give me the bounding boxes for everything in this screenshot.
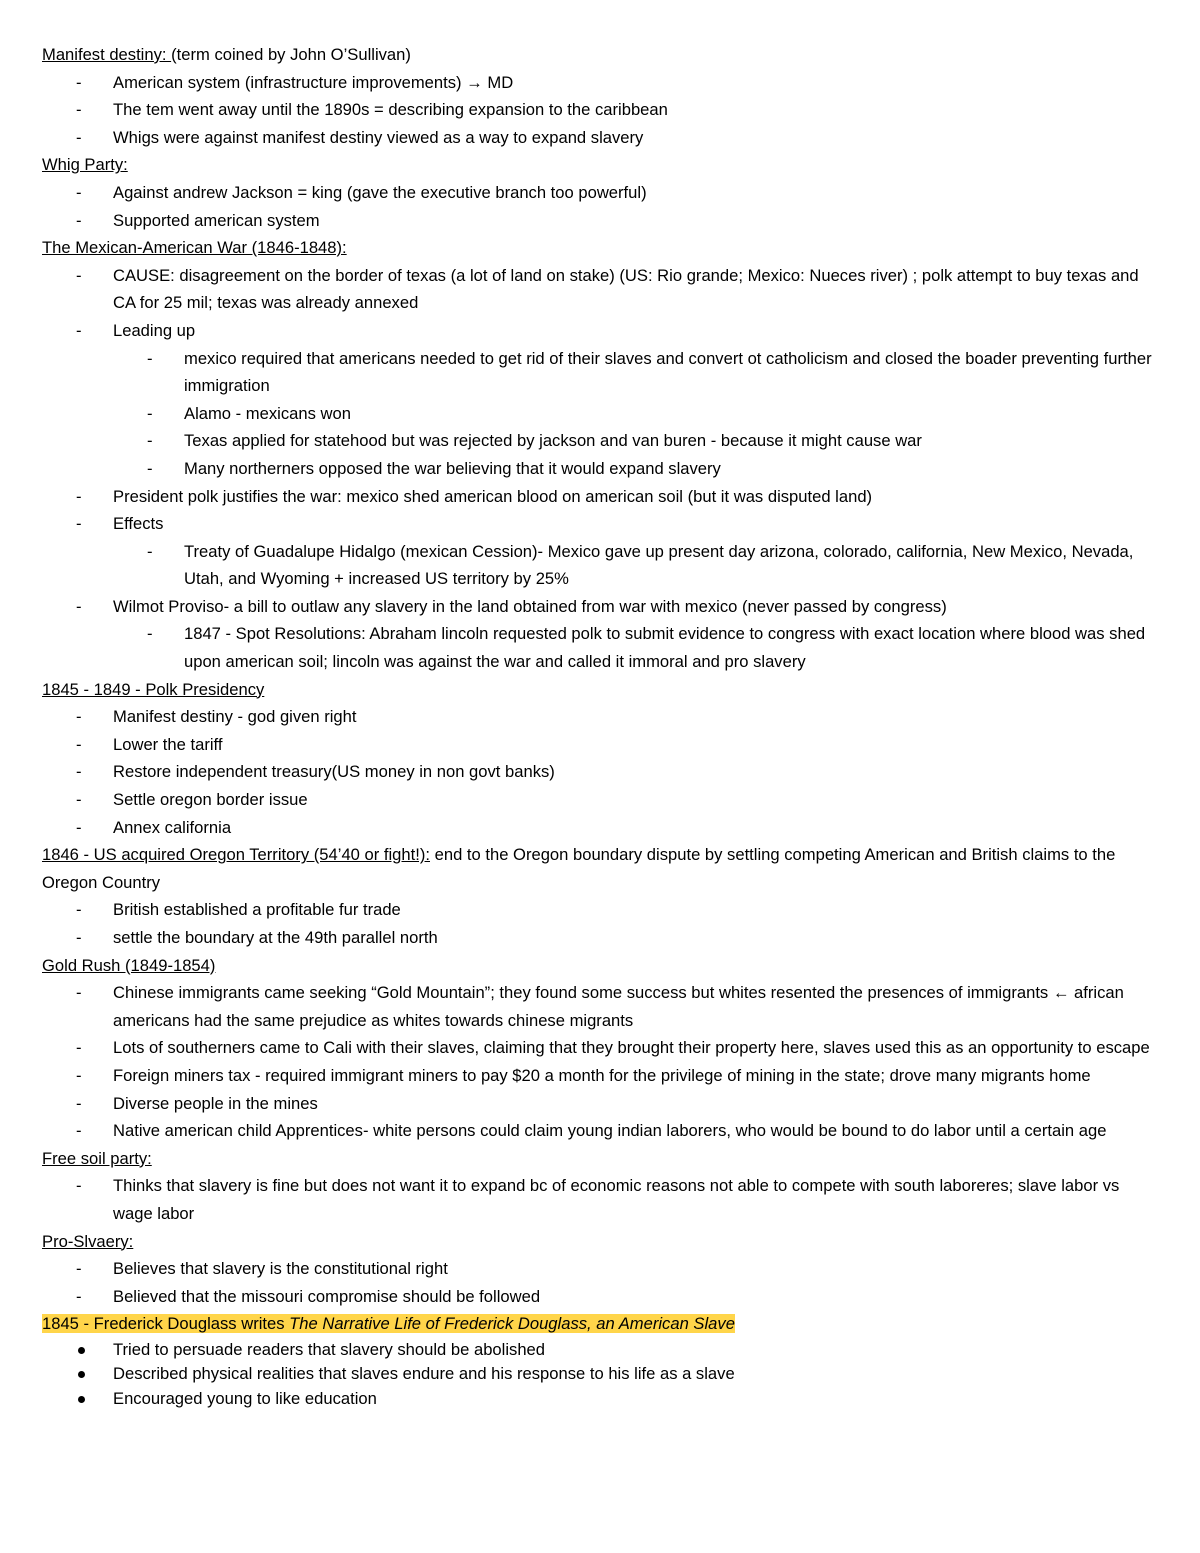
- section: [42, 952, 1157, 1145]
- list-item-text: Effects: [113, 514, 164, 534]
- list-item-text: Wilmot Proviso- a bill to outlaw any slavery in the land obtained from war with mexico (never passed by congress): [113, 596, 947, 616]
- list-item-text: Chinese immigrants came seeking “Gold Mountain”; they found some success but whites resented the presences of immigrants ← african americans had the same prejudice as whites towards chinese migrants: [113, 983, 1124, 1030]
- list-item: [42, 207, 1157, 235]
- sub-list-item: [42, 345, 1157, 400]
- bullet-text: Tried to persuade readers that slavery should be abolished: [113, 1339, 546, 1359]
- sub-list-item: [42, 455, 1157, 483]
- list-item-text: Thinks that slavery is fine but does not want it to expand bc of economic reasons not able to compete with south laboreres; slave labor vs wage labor: [113, 1176, 1120, 1223]
- section-heading: Free soil party:: [42, 1148, 152, 1168]
- sub-list-item: [42, 427, 1157, 455]
- section-heading-note: (term coined by John O’Sullivan): [171, 45, 411, 64]
- notes-document: [42, 41, 1157, 1411]
- section: [42, 1228, 1157, 1311]
- notes-sections: [42, 41, 1157, 1310]
- list-item: [42, 1255, 1157, 1283]
- section: [42, 1145, 1157, 1228]
- list-item-text: Annex california: [113, 817, 232, 837]
- list-item-text: Diverse people in the mines: [113, 1093, 318, 1113]
- list-item: [42, 786, 1157, 814]
- list-item: [42, 703, 1157, 731]
- list-item: [42, 69, 1157, 97]
- list-item: [42, 1117, 1157, 1145]
- list-item: [42, 1172, 1157, 1227]
- list-item-text: mexico required that americans needed to get rid of their slaves and convert ot catholicism and closed the boader preventing further immigration: [184, 348, 1152, 396]
- list-item-text: Manifest destiny - god given right: [113, 707, 357, 727]
- list-item-text: British established a profitable fur trade: [113, 900, 401, 920]
- section-heading: Gold Rush (1849-1854): [42, 955, 216, 975]
- list-item: [42, 96, 1157, 124]
- list-item-text: Supported american system: [113, 210, 320, 230]
- douglass-section: [42, 1310, 1157, 1411]
- list-item-text: Texas applied for statehood but was rejected by jackson and van buren - because it might cause war: [184, 431, 922, 451]
- section-list: [42, 896, 1157, 951]
- list-item: [42, 1090, 1157, 1118]
- list-item: [42, 179, 1157, 207]
- sub-list-item: [42, 620, 1157, 675]
- section: [42, 41, 1157, 151]
- section: [42, 841, 1157, 951]
- section-list: [42, 979, 1157, 1145]
- list-item-text: President polk justifies the war: mexico shed american blood on american soil (but it was disputed land): [113, 486, 873, 506]
- list-item: [42, 262, 1157, 317]
- list-item-text: American system (infrastructure improvements) → MD: [113, 72, 514, 92]
- section-heading-line: [42, 1145, 1157, 1173]
- section-list: [42, 69, 1157, 152]
- list-item: [42, 593, 1157, 621]
- section-heading: Manifest destiny:: [42, 45, 172, 64]
- list-item-text: 1847 - Spot Resolutions: Abraham lincoln requested polk to submit evidence to congress with exact location where blood was shed upon american soil; lincoln was against the war and called it immoral and pro slavery: [184, 624, 1146, 672]
- section-list: [42, 179, 1157, 234]
- section-heading-line: [42, 151, 1157, 179]
- list-item: [42, 731, 1157, 759]
- bullet-text: Encouraged young to like education: [113, 1388, 377, 1408]
- list-item-text: The tem went away until the 1890s = describing expansion to the caribbean: [113, 100, 668, 120]
- list-item-text: CAUSE: disagreement on the border of texas (a lot of land on stake) (US: Rio grande; Mexico: Nueces river) ; polk attempt to buy texas and CA for 25 mil; texas was already annexed: [113, 265, 1139, 313]
- list-item: [42, 979, 1157, 1034]
- list-item-text: Treaty of Guadalupe Hidalgo (mexican Cession)- Mexico gave up present day arizona, colorado, california, New Mexico, Nevada, Utah, and Wyoming + increased US territory by 25%: [184, 541, 1134, 589]
- section-heading-note: end to the Oregon boundary dispute by settling competing American and British claims to the Oregon Country: [42, 845, 1116, 892]
- list-item-text: Leading up: [113, 320, 196, 340]
- douglass-highlight: [42, 1314, 735, 1333]
- section: [42, 234, 1157, 676]
- bullet-item: [42, 1362, 1157, 1386]
- list-item: [42, 317, 1157, 345]
- section-list: [42, 262, 1157, 676]
- list-item-text: settle the boundary at the 49th parallel north: [113, 928, 438, 947]
- sub-list-item: [42, 400, 1157, 428]
- section-heading-line: [42, 676, 1157, 704]
- section-heading: Whig Party:: [42, 155, 128, 175]
- sub-list-item: [42, 538, 1157, 593]
- douglass-heading: [42, 1310, 1157, 1338]
- list-item-text: Many northerners opposed the war believing that it would expand slavery: [184, 458, 721, 478]
- list-item-text: Against andrew Jackson = king (gave the executive branch too powerful): [113, 182, 647, 202]
- bullet-text: Described physical realities that slaves endure and his response to his life as a slave: [113, 1364, 735, 1384]
- list-item: [42, 510, 1157, 538]
- section-heading: 1845 - 1849 - Polk Presidency: [42, 679, 265, 699]
- section: [42, 151, 1157, 234]
- section-list: [42, 1255, 1157, 1310]
- douglass-heading-lead: 1845 - Frederick Douglass writes: [42, 1314, 290, 1334]
- douglass-book-title: The Narrative Life of Frederick Douglass, an American Slave: [289, 1314, 735, 1334]
- list-item-text: Restore independent treasury(US money in non govt banks): [113, 762, 555, 782]
- section-list: [42, 703, 1157, 841]
- list-item: [42, 924, 1157, 952]
- section-list: [42, 1172, 1157, 1227]
- list-item: [42, 483, 1157, 511]
- section-heading: Pro-Slvaery:: [42, 1231, 134, 1251]
- list-item-text: Foreign miners tax - required immigrant miners to pay $20 a month for the privilege of mining in the state; drove many migrants home: [113, 1065, 1091, 1085]
- list-item-text: Native american child Apprentices- white persons could claim young indian laborers, who would be bound to do labor until a certain age: [113, 1121, 1107, 1141]
- list-item: [42, 758, 1157, 786]
- list-item: [42, 814, 1157, 842]
- section-heading-line: [42, 234, 1157, 262]
- section-heading-line: [42, 952, 1157, 980]
- list-item-text: Believed that the missouri compromise should be followed: [113, 1286, 541, 1306]
- bullet-item: [42, 1338, 1157, 1362]
- section: [42, 676, 1157, 842]
- list-item: [42, 1034, 1157, 1062]
- list-item: [42, 124, 1157, 152]
- section-heading-line: [42, 841, 1157, 896]
- list-item-text: Believes that slavery is the constitutional right: [113, 1259, 448, 1279]
- list-item-text: Lots of southerners came to Cali with their slaves, claiming that they brought their property here, slaves used this as an opportunity to escape: [113, 1038, 1150, 1058]
- section-heading-line: [42, 41, 1157, 69]
- list-item-text: Alamo - mexicans won: [184, 403, 351, 423]
- list-item: [42, 1283, 1157, 1311]
- list-item-text: Whigs were against manifest destiny viewed as a way to expand slavery: [113, 127, 644, 147]
- list-item-text: Settle oregon border issue: [113, 790, 308, 810]
- douglass-bullet-list: [42, 1338, 1157, 1411]
- list-item: [42, 896, 1157, 924]
- section-heading-line: [42, 1228, 1157, 1256]
- section-heading: The Mexican-American War (1846-1848):: [42, 238, 347, 258]
- list-item: [42, 1062, 1157, 1090]
- bullet-item: [42, 1387, 1157, 1411]
- section-heading: 1846 - US acquired Oregon Territory (54’40 or fight!):: [42, 845, 430, 865]
- list-item-text: Lower the tariff: [113, 734, 223, 754]
